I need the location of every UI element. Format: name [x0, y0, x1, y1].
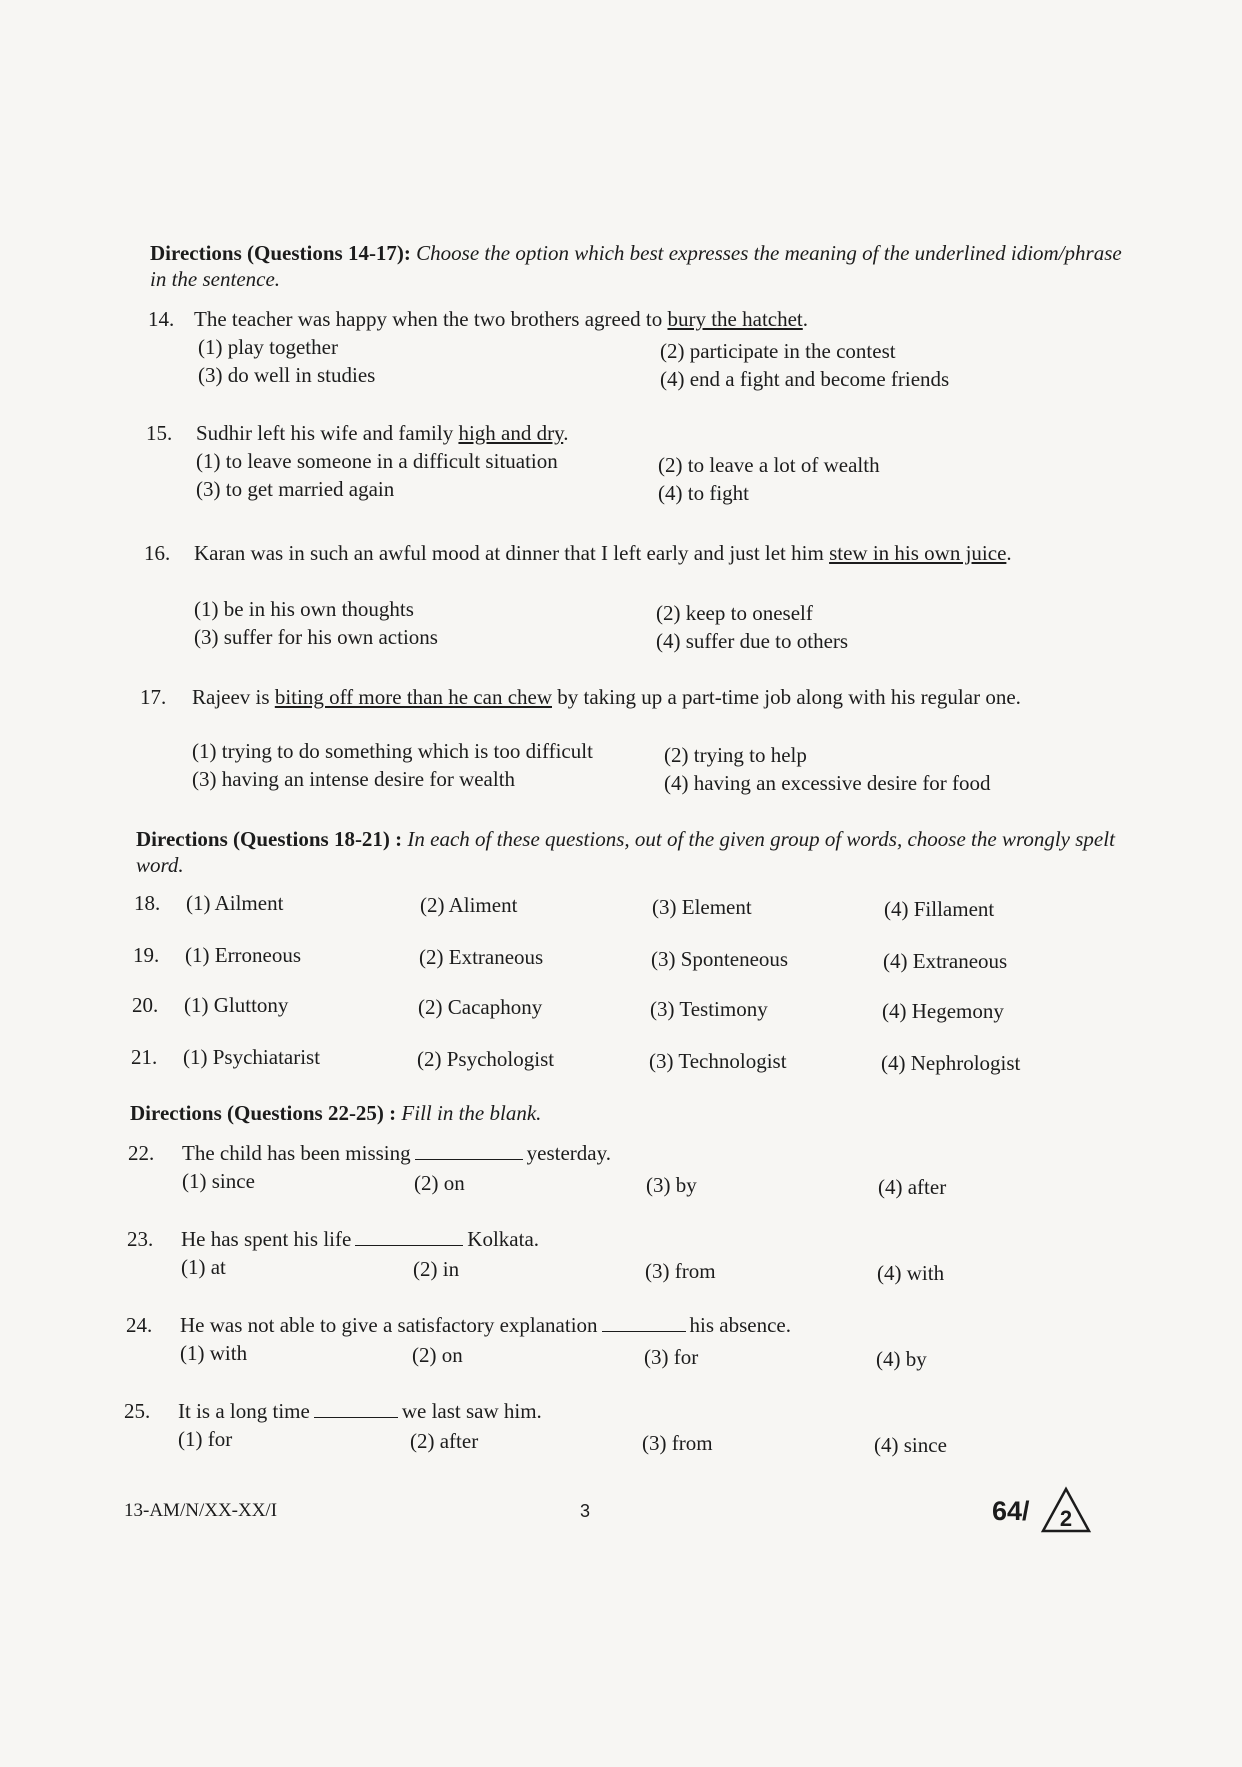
question-number: 14.	[148, 307, 175, 331]
question-number: 17.	[140, 685, 167, 709]
option-4[interactable]: (4) Fillament	[884, 897, 995, 921]
option-1[interactable]: (1) to leave someone in a difficult situation	[196, 449, 558, 473]
option-4[interactable]: (4) after	[878, 1175, 947, 1199]
option-1[interactable]: (1) at	[181, 1255, 226, 1279]
question-number: 22.	[128, 1141, 155, 1165]
underlined-phrase: stew in his own juice	[829, 541, 1007, 565]
option-1[interactable]: (1) since	[182, 1169, 255, 1193]
blank	[355, 1227, 463, 1246]
option-4[interactable]: (4) Extraneous	[883, 949, 1008, 973]
directions-text: In each of these questions, out of the given group of words, choose the wrongly spelt word.	[136, 827, 1115, 877]
option-1[interactable]: (1) with	[180, 1341, 248, 1365]
option-3[interactable]: (3) to get married again	[196, 477, 395, 501]
option-4[interactable]: (4) to fight	[658, 481, 749, 505]
option-2[interactable]: (2) keep to oneself	[656, 601, 813, 625]
option-2[interactable]: (2) Psychologist	[417, 1047, 555, 1071]
directions-label: Directions (Questions 22-25) :	[130, 1101, 402, 1125]
option-2[interactable]: (2) Aliment	[420, 893, 518, 917]
question-stem: The teacher was happy when the two brothers agreed to bury the hatchet.	[194, 307, 809, 331]
option-2[interactable]: (2) participate in the contest	[660, 339, 896, 363]
option-1[interactable]: (1) Erroneous	[185, 943, 302, 967]
directions-text: Choose the option which best expresses the meaning of the underlined idiom/phrase in the sentence.	[150, 241, 1122, 291]
option-4[interactable]: (4) suffer due to others	[656, 629, 849, 653]
option-1[interactable]: (1) be in his own thoughts	[194, 597, 414, 621]
directions-22-25	[130, 1100, 1120, 1126]
directions-14-17	[150, 240, 1140, 292]
question-number: 25.	[124, 1399, 151, 1423]
option-2[interactable]: (2) on	[414, 1171, 465, 1195]
directions-label: Directions (Questions 14-17):	[150, 241, 417, 265]
question-number: 15.	[146, 421, 173, 445]
directions-label: Directions (Questions 18-21) :	[136, 827, 408, 851]
question-number: 19.	[133, 943, 160, 967]
option-4[interactable]: (4) Hegemony	[882, 999, 1004, 1023]
option-3[interactable]: (3) Technologist	[649, 1049, 787, 1073]
option-2[interactable]: (2) trying to help	[664, 743, 807, 767]
option-2[interactable]: (2) Extraneous	[419, 945, 544, 969]
option-2[interactable]: (2) to leave a lot of wealth	[658, 453, 880, 477]
question-stem: The child has been missing yesterday.	[182, 1141, 611, 1165]
question-number: 21.	[131, 1045, 158, 1069]
blank	[314, 1399, 398, 1418]
option-3[interactable]: (3) from	[642, 1431, 713, 1455]
option-1[interactable]: (1) play together	[198, 335, 338, 359]
question-number: 23.	[127, 1227, 154, 1251]
option-3[interactable]: (3) by	[646, 1173, 697, 1197]
question-stem: Sudhir left his wife and family high and dry.	[196, 421, 569, 445]
booklet-number: 64/	[992, 1496, 1030, 1526]
question-number: 18.	[134, 891, 161, 915]
blank	[415, 1141, 523, 1160]
directions-text: Fill in the blank.	[401, 1101, 542, 1125]
question-stem: Karan was in such an awful mood at dinner that I left early and just let him stew in his own juice.	[194, 541, 1012, 565]
option-1[interactable]: (1) for	[178, 1427, 233, 1451]
option-4[interactable]: (4) having an excessive desire for food	[664, 771, 991, 795]
option-3[interactable]: (3) having an intense desire for wealth	[192, 767, 516, 791]
option-2[interactable]: (2) Cacaphony	[418, 995, 543, 1019]
option-4[interactable]: (4) end a fight and become friends	[660, 367, 950, 391]
underlined-phrase: biting off more than he can chew	[274, 685, 552, 709]
question-number: 24.	[126, 1313, 153, 1337]
directions-18-21	[136, 826, 1136, 878]
option-2[interactable]: (2) after	[410, 1429, 479, 1453]
option-1[interactable]: (1) Psychiatarist	[183, 1045, 321, 1069]
option-1[interactable]: (1) trying to do something which is too difficult	[192, 739, 593, 763]
page-number: 3	[580, 1501, 591, 1521]
option-1[interactable]: (1) Ailment	[186, 891, 284, 915]
option-4[interactable]: (4) by	[876, 1347, 927, 1371]
option-2[interactable]: (2) on	[412, 1343, 463, 1367]
option-3[interactable]: (3) Sponteneous	[651, 947, 789, 971]
underlined-phrase: bury the hatchet	[667, 307, 803, 331]
paper-code: 13-AM/N/XX-XX/I	[124, 1500, 278, 1521]
option-3[interactable]: (3) Testimony	[650, 997, 768, 1021]
option-3[interactable]: (3) suffer for his own actions	[194, 625, 438, 649]
series-number: 2	[1059, 1506, 1073, 1531]
option-3[interactable]: (3) Element	[652, 895, 752, 919]
series-triangle-icon	[1040, 1486, 1092, 1534]
underlined-phrase: high and dry	[458, 421, 564, 445]
option-1[interactable]: (1) Gluttony	[184, 993, 289, 1017]
option-4[interactable]: (4) since	[874, 1433, 947, 1457]
question-stem: Rajeev is biting off more than he can chew by taking up a part-time job along with his regular one.	[192, 685, 1021, 709]
option-4[interactable]: (4) Nephrologist	[881, 1051, 1021, 1075]
question-number: 20.	[132, 993, 159, 1017]
option-2[interactable]: (2) in	[413, 1257, 460, 1281]
option-4[interactable]: (4) with	[877, 1261, 945, 1285]
question-stem: It is a long time we last saw him.	[178, 1399, 542, 1423]
question-stem: He was not able to give a satisfactory explanation his absence.	[180, 1313, 791, 1337]
option-3[interactable]: (3) do well in studies	[198, 363, 376, 387]
question-number: 16.	[144, 541, 171, 565]
question-stem: He has spent his life Kolkata.	[181, 1227, 540, 1251]
option-3[interactable]: (3) from	[645, 1259, 716, 1283]
blank	[602, 1313, 686, 1332]
option-3[interactable]: (3) for	[644, 1345, 699, 1369]
